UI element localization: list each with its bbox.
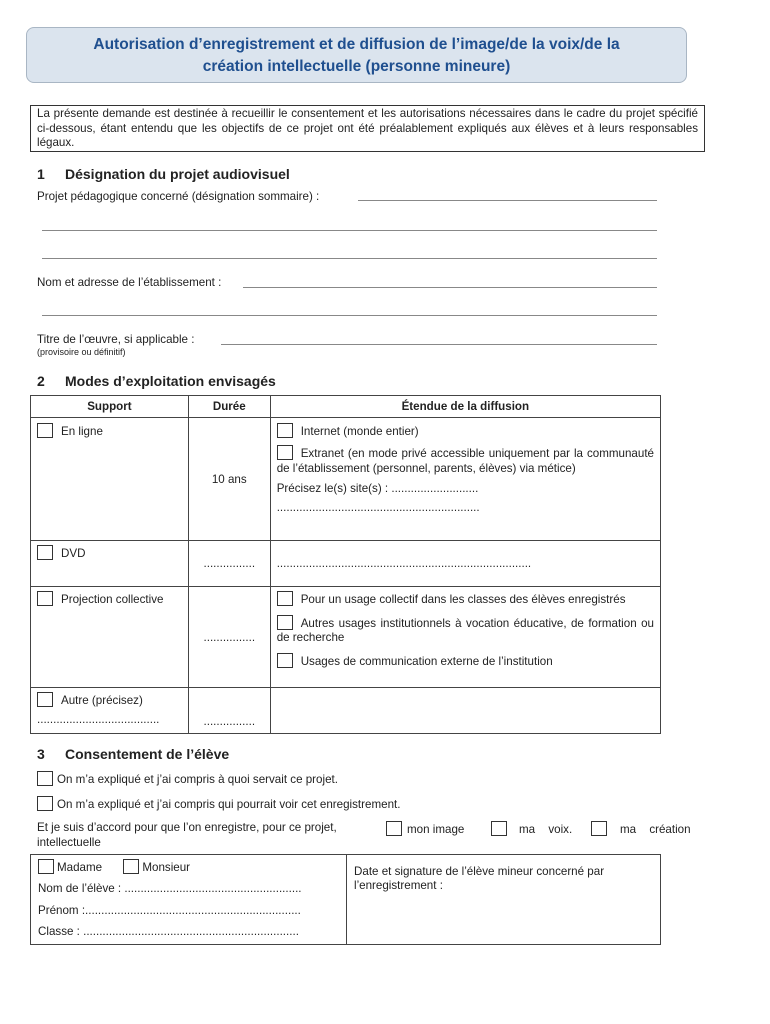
table-row: [31, 418, 661, 541]
autre-etendue[interactable]: [270, 688, 660, 734]
intellectuelle-text: intellectuelle: [37, 836, 101, 849]
intro-text: La présente demande est destinée à recueillir le consentement et les autorisations nécessaires dans le cadre du projet spécifié ci-dessous, étant entendu que les objectifs de ce projet ont été préalablement expliqués aux élèves et à leurs responsables légaux.: [30, 105, 705, 152]
autre-checkbox[interactable]: [37, 692, 53, 707]
section-1-number: 1: [37, 166, 45, 182]
autre-label: Autre (précisez): [61, 694, 143, 707]
section-1-title: Désignation du projet audiovisuel: [65, 166, 290, 182]
support-cell: [31, 418, 189, 541]
extranet-label: Extranet (en mode privé accessible uniquement par la communauté de l’établissement (personnel, parents, élèves) via métice): [276, 447, 654, 475]
image-checkbox[interactable]: [386, 821, 402, 836]
etablissement-field-row: [37, 276, 221, 289]
support-cell: [31, 587, 189, 688]
enligne-label: En ligne: [61, 425, 103, 438]
communication-externe-label: Usages de communication externe de l’institution: [300, 654, 553, 668]
consent-row-2: [37, 796, 400, 811]
nom-field[interactable]: Nom de l’élève : .......................................................: [38, 882, 302, 895]
dvd-etendue[interactable]: ...............................................................................: [270, 541, 660, 587]
consent-row-1: [37, 771, 338, 786]
extranet-checkbox[interactable]: [277, 445, 293, 460]
creation-label: ma création: [620, 823, 691, 836]
etablissement-field-line-2[interactable]: [42, 315, 657, 316]
precisez-sites-line-2[interactable]: ...............................................................: [276, 501, 480, 514]
section-2-title: Modes d’exploitation envisagés: [65, 373, 276, 389]
table-row: [31, 587, 661, 688]
prenom-field[interactable]: Prénom :...................................................................: [38, 904, 301, 917]
civilite-row: [38, 859, 190, 874]
dvd-checkbox[interactable]: [37, 545, 53, 560]
signature-field[interactable]: Date et signature de l’élève mineur concerné par l’enregistrement :: [354, 865, 605, 892]
accord-label: Et je suis d’accord pour que l’on enregistre, pour ce projet,: [37, 821, 337, 834]
etendue-cell: [270, 587, 660, 688]
voix-label: ma voix.: [519, 823, 573, 836]
option-creation: [591, 821, 691, 836]
compris-projet-checkbox[interactable]: [37, 771, 53, 786]
usage-collectif-checkbox[interactable]: [277, 591, 293, 606]
section-1-heading: [37, 166, 290, 182]
table-row: [31, 688, 661, 734]
compris-projet-label: On m’a expliqué et j’ai compris à quoi servait ce projet.: [57, 773, 338, 786]
usages-institutionnels-label: Autres usages institutionnels à vocation éducative, de formation ou de recherche: [276, 616, 654, 644]
etablissement-field[interactable]: [243, 287, 657, 288]
dvd-label: DVD: [61, 547, 86, 560]
table-row: [31, 541, 661, 587]
madame-checkbox[interactable]: [38, 859, 54, 874]
identity-panel: [31, 855, 347, 944]
support-cell: [31, 541, 189, 587]
titre-note: (provisoire ou définitif): [37, 347, 126, 357]
enligne-checkbox[interactable]: [37, 423, 53, 438]
title-line-1: Autorisation d’enregistrement et de diffusion de l’image/de la voix/de la: [93, 36, 620, 53]
document-title: [26, 27, 687, 83]
projet-field-line-3[interactable]: [42, 258, 657, 259]
projection-duree[interactable]: ................: [188, 587, 270, 688]
etablissement-label: Nom et adresse de l’établissement :: [37, 276, 222, 289]
titre-field-row: [37, 333, 194, 346]
projection-checkbox[interactable]: [37, 591, 53, 606]
autre-duree[interactable]: ................: [188, 688, 270, 734]
duree-cell: 10 ans: [188, 418, 270, 541]
title-line-2: création intellectuelle (personne mineure): [202, 58, 511, 75]
etendue-cell: [270, 418, 660, 541]
internet-checkbox[interactable]: [277, 423, 293, 438]
projet-field-row: [37, 190, 319, 203]
titre-label: Titre de l’œuvre, si applicable :: [37, 333, 195, 346]
table-header-row: [31, 396, 661, 418]
madame-label: Madame: [57, 861, 103, 874]
communication-externe-checkbox[interactable]: [277, 653, 293, 668]
monsieur-checkbox[interactable]: [123, 859, 139, 874]
identity-signature-box: [30, 854, 661, 945]
section-2-heading: [37, 373, 276, 389]
monsieur-label: Monsieur: [142, 861, 191, 874]
internet-label: Internet (monde entier): [300, 425, 419, 438]
projection-label: Projection collective: [61, 593, 164, 606]
projet-field-line-2[interactable]: [42, 230, 657, 231]
voix-checkbox[interactable]: [491, 821, 507, 836]
projet-field[interactable]: [358, 200, 657, 201]
option-voix: [491, 821, 572, 836]
section-3-heading: [37, 746, 229, 762]
section-3-number: 3: [37, 746, 45, 762]
creation-checkbox[interactable]: [591, 821, 607, 836]
precisez-sites[interactable]: Précisez le(s) site(s) : ...........................: [276, 482, 479, 495]
section-3-title: Consentement de l’élève: [65, 746, 230, 762]
dvd-duree[interactable]: ................: [188, 541, 270, 587]
titre-field[interactable]: [221, 344, 657, 345]
exploitation-table: [30, 395, 661, 734]
compris-diffusion-checkbox[interactable]: [37, 796, 53, 811]
projet-label: Projet pédagogique concerné (désignation sommaire) :: [37, 190, 320, 203]
compris-diffusion-label: On m’a expliqué et j’ai compris qui pourrait voir cet enregistrement.: [57, 798, 401, 811]
support-cell: [31, 688, 189, 734]
image-label: mon image: [407, 823, 465, 836]
header-etendue: Étendue de la diffusion: [270, 396, 660, 418]
usages-institutionnels-checkbox[interactable]: [277, 615, 293, 630]
usage-collectif-label: Pour un usage collectif dans les classes des élèves enregistrés: [300, 593, 626, 606]
section-2-number: 2: [37, 373, 45, 389]
option-image: [386, 821, 464, 836]
classe-field[interactable]: Classe : ...................................................................: [38, 925, 299, 938]
autre-precisez-field[interactable]: ......................................: [37, 713, 160, 726]
header-support: Support: [31, 396, 189, 418]
accord-row: [37, 821, 337, 834]
header-duree: Durée: [188, 396, 270, 418]
